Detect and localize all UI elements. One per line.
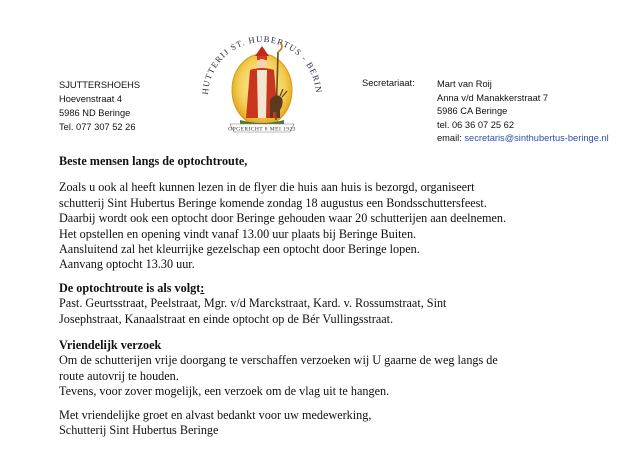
saint-hubertus-emblem-icon [194,26,330,142]
secretariat-address [437,78,609,146]
request-line: route autovrij te houden. [59,368,179,383]
sender-postal: 5986 ND Beringe [59,108,131,118]
intro-line: Het opstellen en opening vindt vanaf 13.00 uur plaats bij Beringe Buiten. [59,226,417,241]
closing [59,408,629,439]
request-line: Om de schutterijen vrije doorgang te verschaffen verzoeken wij U gaarne de weg langs de [59,353,498,368]
logo-founded-text: OPGERICHT 8 MEI 1923 [228,126,296,133]
route-heading [59,281,629,296]
secretariat-street: Anna v/d Manakkerstraat 7 [437,92,549,103]
route-heading-colon: : [200,280,205,295]
schutterij-logo [194,26,330,142]
secretariat-name: Mart van Roij [437,79,492,89]
secretariat-postal: 5986 CA Beringe [437,106,508,117]
intro-line: Zoals u ook al heeft kunnen lezen in de flyer die huis aan huis is bezorgd, organiseert [59,180,475,195]
secretariat-email-row [437,132,609,146]
request-heading: Vriendelijk verzoek [59,338,162,353]
closing-greeting: Met vriendelijke groet en alvast bedankt voor uw medewerking, [59,407,372,422]
route-line: Past. Geurtsstraat, Peelstraat, Mgr. v/d Marckstraat, Kard. v. Rossumstraat, Sint [59,296,447,311]
email-link[interactable]: secretaris@sinthubertus-beringe.nl [464,133,609,144]
intro-line: Aanvang optocht 13.30 uur. [59,257,195,272]
request-line: Tevens, voor zover mogelijk, een verzoek om de vlag uit te hangen. [59,384,390,399]
email-label: email: [437,133,462,144]
sender-name: SJUTTERSHOEHS [59,80,141,90]
logo-arc-text: HUTTERIJ ST. HUBERTUS - BERIN [199,33,325,95]
secretariat-label: Secretariaat: [362,78,415,88]
route-line: Josephstraat, Kanaalstraat en einde optocht op de Bér Vullingsstraat. [59,311,394,326]
sender-street: Hoevenstraat 4 [59,94,123,104]
intro-paragraph [59,180,629,272]
secretariat-phone: tel. 06 36 07 25 62 [437,119,515,130]
letter-body [59,154,629,439]
route-paragraph [59,296,629,327]
route-heading-text: De optochtroute is als volgt [59,280,201,295]
letter-greeting: Beste mensen langs de optochtroute, [59,154,248,168]
intro-line: schutterij Sint Hubertus Beringe komende zondag 18 augustus een Bondsschuttersfeest. [59,195,487,210]
intro-line: Daarbij wordt ook een optocht door Beringe gehouden waar 20 schutterijen aan deelnemen. [59,211,507,226]
closing-signature: Schutterij Sint Hubertus Beringe [59,423,219,438]
request-paragraph [59,353,629,399]
sender-phone: Tel. 077 307 52 26 [59,122,136,132]
sender-address [59,78,140,134]
intro-line: Aansluitend zal het kleurrijke gezelschap een optocht door Beringe lopen. [59,242,420,257]
